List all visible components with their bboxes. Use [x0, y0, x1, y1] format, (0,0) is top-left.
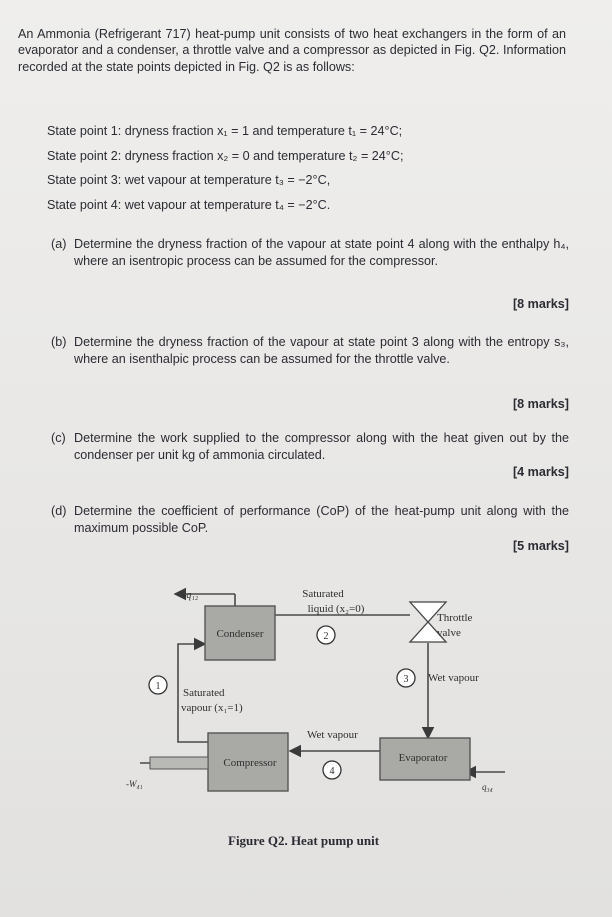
state-point-4-number: 4	[329, 766, 335, 777]
state-point-4: State point 4: wet vapour at temperature t₄ = −2°C.	[47, 197, 331, 212]
throttle-label-1: Throttle	[437, 612, 473, 624]
state-point-3-number: 3	[403, 674, 409, 685]
evaporator-label: Evaporator	[398, 752, 448, 764]
wet-vapour-bottom-label: Wet vapour	[307, 729, 358, 741]
condenser-label: Condenser	[216, 628, 264, 640]
saturated-liquid-label-1: Saturated	[302, 588, 344, 600]
state-point-2-number: 2	[323, 631, 329, 642]
state-point-1-number: 1	[155, 681, 161, 692]
question-text: Determine the work supplied to the compressor along with the heat given out by the condenser per unit kg of ammonia circulated.	[74, 431, 569, 462]
question-label: (b)	[51, 335, 67, 349]
question-text: Determine the dryness fraction of the vapour at state point 4 along with the enthalpy h₄, where an isentropic process can be assumed for the compressor.	[74, 237, 569, 268]
work-in-label: -W₄₁	[126, 779, 143, 789]
saturated-liquid-label-2: liquid (x₂=0)	[307, 603, 365, 615]
saturated-vapour-label-1: Saturated	[183, 687, 225, 699]
marks-label: [5 marks]	[512, 539, 569, 553]
intro-paragraph: An Ammonia (Refrigerant 717) heat-pump unit consists of two heat exchangers in the form of an evaporator and a condenser, a throttle valve and a compressor as depicted in Fig. Q2. Information recorded at the state points depicted in Fig. Q2 is as follows:	[18, 27, 566, 74]
marks-label: [4 marks]	[512, 465, 569, 479]
heat-in-label: q₃₄	[482, 782, 493, 792]
wet-vapour-right-label: Wet vapour	[428, 672, 479, 684]
question-text: Determine the coefficient of performance (CoP) of the heat-pump unit along with the maximum possible CoP.	[74, 504, 569, 535]
state-point-3: State point 3: wet vapour at temperature t₃ = −2°C,	[47, 173, 331, 187]
figure-caption: Figure Q2. Heat pump unit	[228, 833, 380, 848]
question-label: (d)	[51, 504, 67, 518]
state-point-1: State point 1: dryness fraction x₁ = 1 and temperature t₁ = 24°C;	[47, 124, 403, 138]
marks-label: [8 marks]	[512, 297, 569, 311]
question-label: (c)	[51, 431, 66, 445]
question-label: (a)	[51, 237, 67, 251]
throttle-label-2: valve	[437, 627, 461, 639]
question-text: Determine the dryness fraction of the vapour at state point 3 along with the entropy s₃, where an isenthalpic process can be assumed for the throttle valve.	[74, 335, 569, 366]
state-point-2: State point 2: dryness fraction x₂ = 0 and temperature t₂ = 24°C;	[47, 148, 404, 163]
compressor-shaft	[150, 757, 208, 769]
marks-label: [8 marks]	[512, 397, 569, 411]
heat-out-label: -q₁₂	[183, 590, 199, 601]
compressor-label: Compressor	[223, 757, 277, 769]
saturated-vapour-label-2: vapour (x₁=1)	[181, 702, 243, 714]
